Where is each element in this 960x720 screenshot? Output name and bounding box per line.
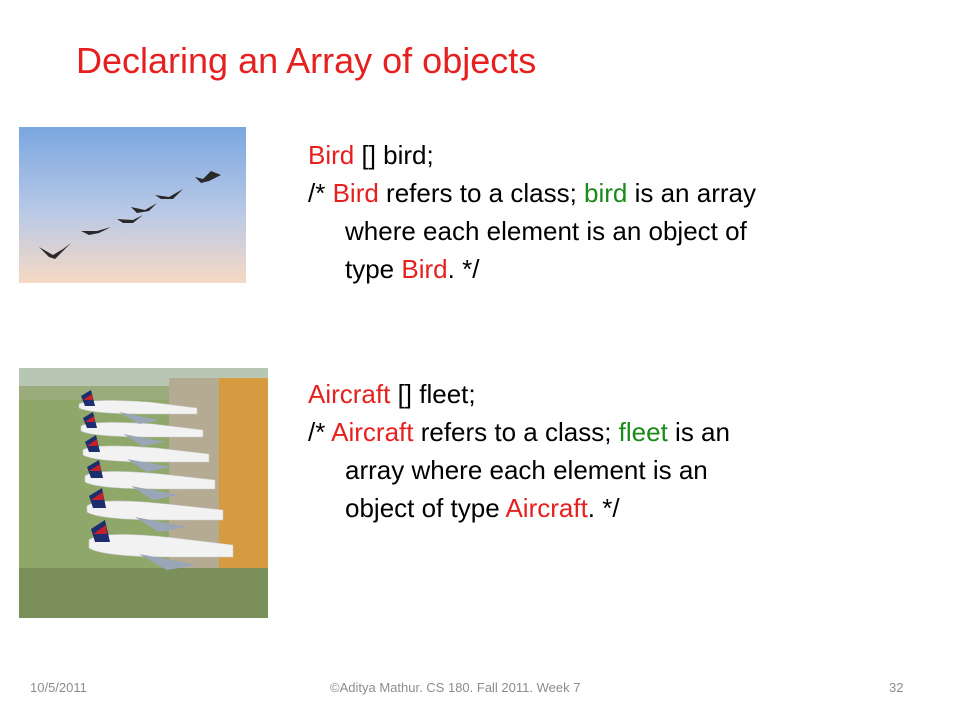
fleet-comment-line-2: array where each element is an [345, 455, 708, 485]
class-name-bird: Bird [401, 254, 448, 284]
comment-text: refers to a class; [413, 417, 619, 447]
birds-in-flight-image [19, 127, 246, 283]
class-name-aircraft: Aircraft [308, 379, 391, 409]
comment-text: type [345, 254, 402, 284]
class-name-aircraft: Aircraft [331, 417, 414, 447]
variable-name-bird: bird [584, 178, 628, 208]
comment-close: . */ [587, 493, 620, 523]
bird-comment-line-3 [308, 250, 756, 288]
bird-comment-line-2: where each element is an object of [345, 216, 747, 246]
aircraft-fleet-image [19, 368, 268, 618]
aircraft-array-declaration [308, 375, 730, 527]
footer-credit: ©Aditya Mathur. CS 180. Fall 2011. Week 7 [330, 680, 581, 695]
bird-array-declaration [308, 136, 756, 288]
declaration-text: [] fleet; [390, 379, 476, 409]
variable-name-fleet: fleet [618, 417, 668, 447]
comment-open: /* [308, 178, 333, 208]
comment-text: refers to a class; [378, 178, 585, 208]
comment-close: . */ [447, 254, 480, 284]
fleet-comment-line-3 [308, 489, 730, 527]
fleet-comment-line-1 [308, 413, 730, 451]
bird-comment-line-1 [308, 174, 756, 212]
comment-open: /* [308, 417, 332, 447]
class-name-bird: Bird [332, 178, 379, 208]
class-name-bird: Bird [308, 140, 355, 170]
bird-declaration-line [308, 136, 756, 174]
declaration-text: [] bird; [354, 140, 434, 170]
slide-title: Declaring an Array of objects [76, 40, 537, 81]
class-name-aircraft: Aircraft [505, 493, 588, 523]
comment-text: object of type [345, 493, 506, 523]
comment-text: is an [667, 417, 730, 447]
comment-text: is an array [627, 178, 756, 208]
slide-number: 32 [889, 680, 904, 695]
footer-date: 10/5/2011 [30, 680, 87, 695]
fleet-declaration-line [308, 375, 730, 413]
